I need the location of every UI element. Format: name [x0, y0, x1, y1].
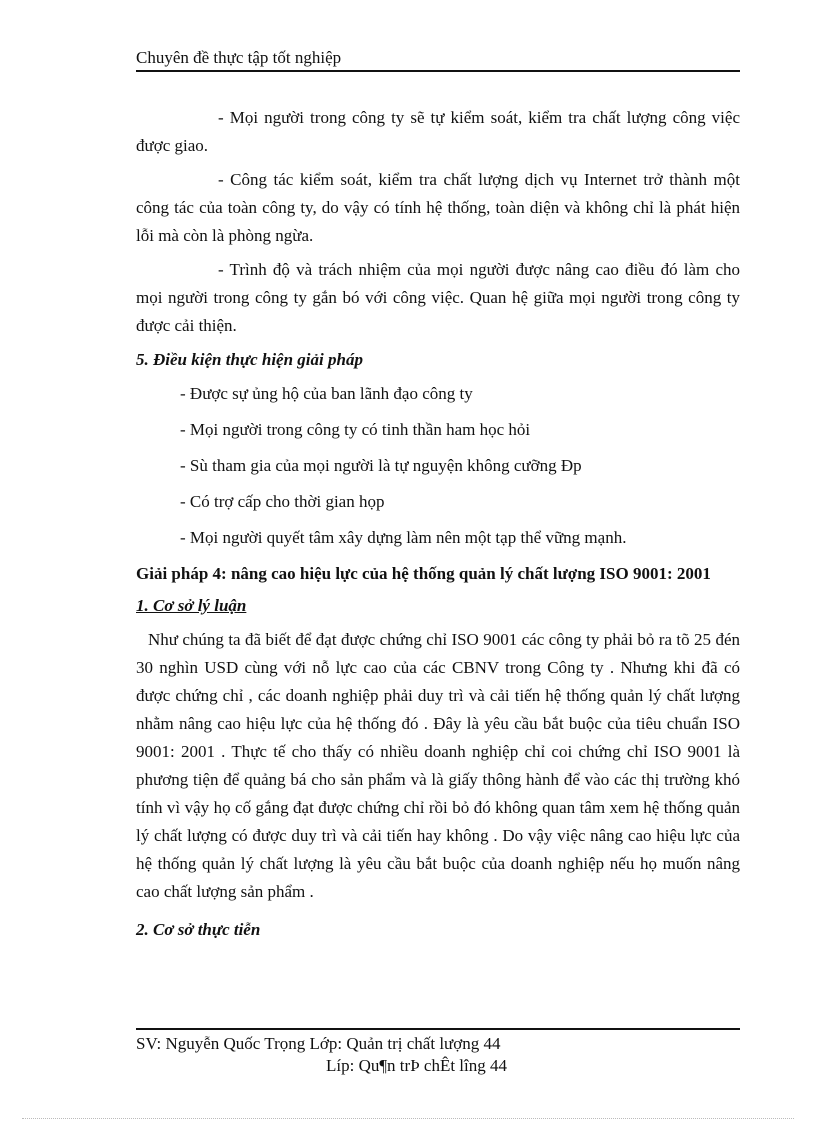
paragraph-self-control: - Mọi người trong công ty sẽ tự kiểm soát, kiểm tra chất lượng công việc được giao.	[136, 108, 740, 155]
subsection-1-heading: 1. Cơ sở lý luận	[136, 596, 247, 615]
solution-4-heading: Giải pháp 4: nâng cao hiệu lực của hệ thống quản lý chất lượng ISO 9001: 2001	[136, 564, 711, 583]
list-item: - Mọi người trong công ty có tinh thần ham học hỏi	[180, 420, 531, 439]
paragraph-quality-control: - Công tác kiểm soát, kiểm tra chất lượng dịch vụ Internet trở thành một công tác của toàn công ty, do vậy có tính hệ thống, toàn diện và không chỉ là phát hiện lỗi mà còn là phòng ngừa.	[136, 170, 740, 245]
page-edge-dotted-line	[22, 1118, 794, 1119]
subsection-1-text: Như chúng ta đã biết để đạt được chứng chỉ ISO 9001 các công ty phải bỏ ra tõ 25 đén 30 nghìn USD cùng với nỗ lực cao của các CBNV trong Công ty . Nhưng khi đã có được chứng chỉ , các doanh nghiệp phải duy trì và cải tiến hệ thống quản lý chất lượng nhằm nâng cao hiệu lực của hệ thống đó . Đây là yêu cầu bắt buộc của tiêu chuẩn ISO 9001: 2001 . Thực tế cho thấy có nhiều doanh nghiệp chỉ coi chứng chỉ ISO 9001 là phương tiện để quảng bá cho sản phẩm và là giấy thông hành để vào các thị trường khó tính vì vậy họ cố gắng đạt được chứng chỉ rồi bỏ đó không quan tâm xem hệ thống quản lý chất lượng có được duy trì và cải tiến hay không . Do vậy việc nâng cao hiệu lực của hệ thống quản lý chất lượng là yêu cầu bắt buộc của doanh nghiệp nếu họ muốn nâng cao chất lượng sản phẩm .	[136, 630, 740, 901]
footer-student-line: SV: Nguyễn Quốc Trọng Lớp: Quản trị chất lượng 44	[136, 1034, 501, 1053]
list-item: - Có trợ cấp cho thời gian họp	[180, 492, 385, 511]
list-item: - Mọi người quyết tâm xây dựng làm nên một tạp thể vững mạnh.	[180, 528, 627, 547]
paragraph-responsibility: - Trình độ và trách nhiệm của mọi người được nâng cao điều đó làm cho mọi người trong công ty gắn bó với công việc. Quan hệ giữa mọi người trong công ty được cải thiện.	[136, 260, 740, 335]
header-divider	[136, 70, 740, 72]
page-body	[136, 104, 740, 950]
page-header-title: Chuyên đề thực tập tốt nghiệp	[136, 48, 342, 67]
list-item: - Sù tham gia của mọi người là tự nguyện không cưỡng Đp	[180, 456, 582, 475]
footer-divider	[136, 1028, 740, 1030]
section-5-heading: 5. Điều kiện thực hiện giải pháp	[136, 350, 363, 369]
list-item: - Được sự ủng hộ của ban lãnh đạo công ty	[180, 384, 473, 403]
footer-class-line: Líp: Qu¶n trÞ chÊt lîng 44	[326, 1056, 507, 1075]
subsection-2-heading: 2. Cơ sở thực tiễn	[136, 920, 261, 939]
